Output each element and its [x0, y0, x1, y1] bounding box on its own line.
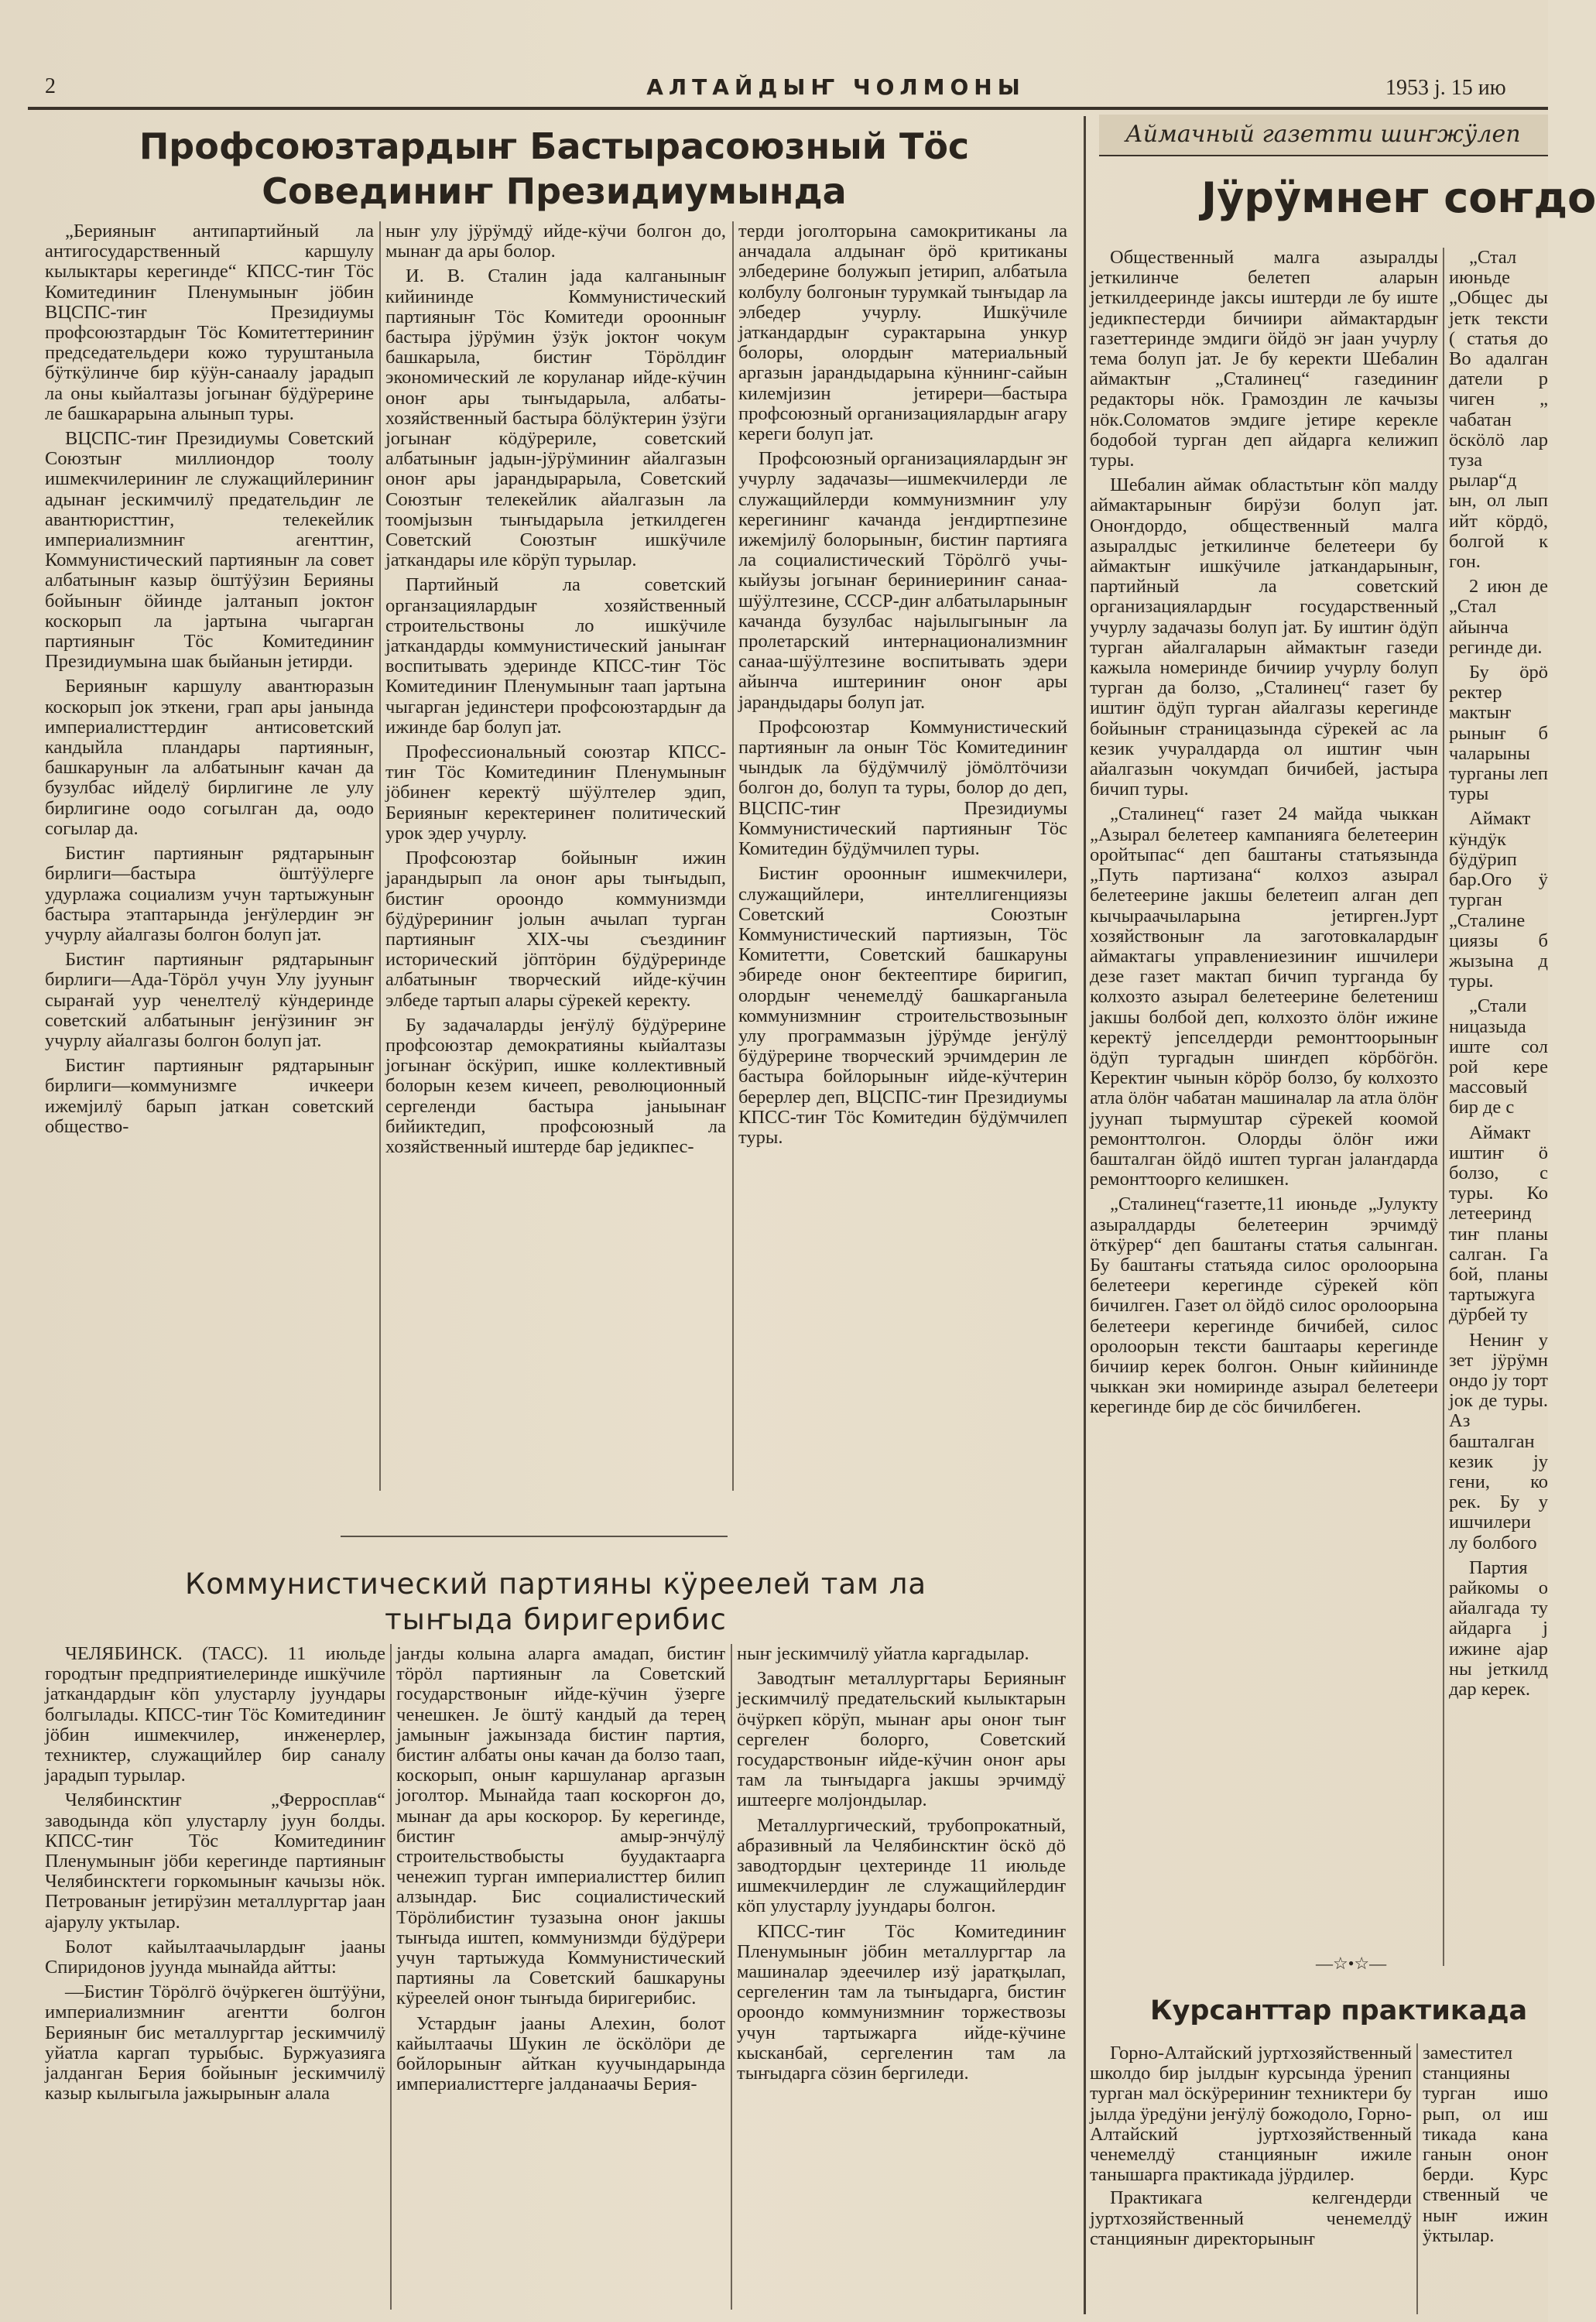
column-rule: [379, 221, 381, 1491]
article1-column-3: [738, 221, 1067, 1498]
article2-column-2: [396, 1644, 725, 2302]
star-divider: —☆•☆—: [1316, 1954, 1387, 1973]
paragraph: Бу задачаларды јеҥӱлӱ бӱдӱрерине профсоюзтар демократияны кыйалтазы јогынаҥ ӧскӱрип, ишке коллективный болорын кезем кичееп, революционный сергеленди бастыра јаныынаҥ бийиктедип, профсоюзный ла хозяйственный иштерде бар једикпес-: [385, 1014, 726, 1157]
paragraph: Горно-Алтайский јуртхозяйственный школдо бир јылдыҥ курсында ӱренип турган мал ӧскӱрериниҥ техниктери бу јылда ӱредӱни јеҥӱлӱ божодоло, Горно-Алтайский јуртхозяйственный ченемелдӱ станцияныҥ ижиле танышарга практикада јӱрдилер.: [1090, 2043, 1412, 2186]
article1-column-1: [45, 221, 374, 1498]
paragraph: терди јоголторына самокритиканы ла анчадала алдынаҥ ӧрӧ критиканы элбедерине болужып јетирип, албатыла колбулу болгоныҥ турумкай тыҥыдар ла элбедер учурлу. Ишкӱчиле јаткандардыҥ сурактарына ункур болоры, олордыҥ материальный аргазын јарандыдарына кӱннинг-сайын килемјизин јетирери—бастыра профсоюзный организациялардыҥ агару кереги болуп јат.: [738, 221, 1067, 445]
column-rule: [732, 221, 734, 1491]
article-separator: [341, 1536, 728, 1537]
article3-column-1: [1090, 2043, 1412, 2314]
article2-title-line2: тыҥыда биригерибис: [385, 1603, 727, 1636]
header-rule: [28, 107, 1548, 110]
paragraph: Профессиональный союзтар КПСС-тиҥ Тӧс Комитединиҥ Пленумыныҥ јӧбинеҥ керектӱ шӱӱлтелер эдип, Берияныҥ керектеринеҥ политический урок эдер учурлу.: [385, 741, 726, 844]
paragraph: заместител станцияны турган ишо рып, ол иш тикада кана ганын оноҥ берди. Курс ственный че ныҥ ижин ӱктылар.: [1423, 2043, 1548, 2246]
paragraph: Берияныҥ каршулу авантюразын коскорып јок эткени, грап ары јанында империалисттердиҥ антисоветский кандыйла пландары партияныҥ, башкаруныҥ ла албатыныҥ качан да бузулбас ийделӱ бирлигине ле улу бирлигине оодо согылган да, оодо согылар да.: [45, 676, 374, 839]
article1-title-line1: Профсоюзтардыҥ Бастырасоюзный Тӧс: [139, 125, 970, 167]
paragraph: Заводтыҥ металлургтары Берияныҥ јескимчилӱ предательский кылыктарын ӧчӱркеп кӧрӱп, мынаҥ ары оноҥ тыҥ сергелеҥ болорго, Советский государствоныҥ ийде-кӱчин оноҥ ары там ла тыҥыдарга јакшы эрчимдӱ иштеерге молјондылар.: [737, 1668, 1066, 1811]
article1-title: [28, 124, 1081, 214]
section-rule: [1084, 116, 1086, 2314]
article2-column-3: [737, 1644, 1066, 2302]
paragraph: Партийный ла советский органзациялардыҥ хозяйственный строительствоны ло ишкӱчиле јаткандарды коммунистический јаныҥаҥ воспитывать эдеринде КПСС-тиҥ Тӧс Комитединиҥ Пленумыныҥ таап јартына чыгарган јединстери профсоюзтардыҥ да ижинде бар болуп јат.: [385, 574, 726, 738]
paragraph: Бистиҥ партияныҥ рядтарыныҥ бирлиги—бастыра ӧштӱӱлерге удурлажа социализм учун тартыжуныҥ бастыра этаптарында јеҥӱлердиҥ эҥ учурлу айалгазы болгон болуп јат.: [45, 843, 374, 945]
issue-date: 1953 ј. 15 ию: [1385, 76, 1506, 100]
paragraph: Партия райкомы о айалгада ту айдарга ј ижине ајар ны јеткилд дар керек.: [1449, 1557, 1548, 1700]
column-rule: [390, 1644, 392, 2310]
section-right-column-2: [1449, 248, 1548, 1950]
paragraph: „Сталинец“ газет 24 майда чыккан „Азырал белетеер кампанияга белетеерин оройтыпас“ деп баштаҥы статьязында „Путь партизана“ колхоз азырал белетеерине јакшы белетеип алган деп кычыраачыларына јетирген.Јурт хозяйствоныҥ ла заготовкалардыҥ аймактагы управлениезиниҥ ишчилери дезе газет мактап бичип турганда бу колхозто азырал белетеерине белетениш јакшы болбой деп, колхозто ӧлӧҥ ижине керектӱ јепселдерди ремонттоорыныҥ ӧдӱп тургадын шиҥдеп кӧрбӧгӧн. Керектиҥ чынын кӧрӧр болзо, бу колхозто атла ӧлӧҥ чабатан машиналар ла атла ӧлӧҥ јуунап тырмуштар сӱрекей коомой ремонттолгон. Олорды ӧлӧҥ ижи башталган ӧйдӧ иштеп турган јалаҥдарда ремонттоорго келишкен.: [1090, 803, 1438, 1190]
paragraph: ВЦСПС-тиҥ Президиумы Советский Союзтыҥ миллиондор тоолу ишмекчилериниҥ ле служащийлериниҥ адынаҥ јескимчилӱ предательдиҥ ле авантюристтиҥ, телекейлик империализмниҥ агенттиҥ, Коммунистический партияныҥ ла совет албатыныҥ казыр ӧштӱӱзин Берияны бойыныҥ ӧйинде јалтанып јоктоҥ коскорып ла јартына чыгарган партияныҥ Тӧс Комитединиҥ Президиумына шак быйанын јетирди.: [45, 428, 374, 673]
paragraph: Аймакт иштиҥ ӧ болзо, с туры. Ко летееринд тиҥ планы салган. Га бой, планы тартыжуга дӱрбей ту: [1449, 1122, 1548, 1326]
paragraph: Болот кайылтаачылардыҥ јааны Спиридонов јуунда мынайда айтты:: [45, 1936, 385, 1978]
paragraph: „Стали ницазыда иште сол рой кере массовый бир де с: [1449, 995, 1548, 1118]
paragraph: ныҥ улу јӱрӱмдӱ ийде-кӱчи болгон до, мынаҥ да ары болор.: [385, 221, 726, 262]
section-right-column-1: [1090, 248, 1438, 1935]
article3-column-2: [1423, 2043, 1548, 2314]
paragraph: И. В. Сталин јада калганыныҥ кийининде Коммунистический партияныҥ Тӧс Комитеди ороонныҥ бастыра јӱрӱмин ӱзӱк јоктоҥ чокум башкарыла, бистиҥ Тӧрӧлдиҥ экономический ле коруланар ийде-кӱчин оноҥ ары тыҥыдарыла, албаты-хозяйственный бастыра бӧлӱктерин ӱзӱги јогынаҥ кӧдӱрериле, советский албатыныҥ јадын-јӱрӱминиҥ айалгазын оноҥ ары јарандырарыла, Советский Союзтыҥ телекейлик айалгазын ла тоомјызын тыҥыдарыла јеткилдеген Советский Союзтыҥ ишкӱчиле јаткандары иле кӧрӱп турылар.: [385, 265, 726, 571]
article2-title-line1: Коммунистический партияны кӱреелей там ла: [184, 1567, 927, 1601]
paragraph: Нениҥ у зет јӱрӱмн ондо ју торт јок де туры. Аз башталган кезик ју гени, ко рек. Бу у ишчилери лу болбого: [1449, 1329, 1548, 1553]
article1-column-2: [385, 221, 726, 1498]
paragraph: —Бистиҥ Тӧрӧлгӧ ӧчӱркеген ӧштӱӱни, империализмниҥ агентти болгон Берияныҥ бис металлургтар јескимчилӱ уйатла каргап турыбыс. Буржуазияга јалданган Берия бойыныҥ јескимчилӱ казыр кылыгыла јажырыныҥ алала: [45, 1981, 385, 2105]
paragraph: Бистиҥ партияныҥ рядтарыныҥ бирлиги—коммунизмге ичкеери ижемјилӱ барып јаткан советский общество-: [45, 1055, 374, 1137]
article3-title: Курсанттар практикада: [1150, 1995, 1528, 2026]
article1-title-line2: Совединиҥ Президиумында: [262, 170, 847, 212]
column-rule: [1416, 2043, 1418, 2314]
paragraph: Практикага келгендерди јуртхозяйственный ченемелдӱ станцияныҥ директорыныҥ: [1090, 2187, 1412, 2249]
paragraph: „Стал июньде „Общес ды јетк тексти ( статья до Во адалган датели р чиген „ чабатан ӧскӧлӧ лар туза рылар“д ын, ол лып ийт кӧрдӧ, болгой к гон.: [1449, 247, 1548, 573]
paragraph: Металлургический, трубопрокатный, абразивный ла Челябинсктиҥ ӧскӧ дӧ заводтордыҥ цехтеринде 11 июльде ишмекчилердиҥ ле служащийлердиҥ кӧп улустарлу јуундары болгон.: [737, 1814, 1066, 1917]
paragraph: Бу ӧрӧ ректер мактыҥ рыныҥ б чаларыны турганы леп туры: [1449, 662, 1548, 805]
paragraph: Профсоюзтар бойыныҥ ижин јарандырып ла оноҥ ары тыҥыдып, бистиҥ ороондо коммунизмди бӱдӱрериниҥ јолын ачылап турган партияныҥ XIX-чы съездиниҥ исторический јӧптӧрин бӱдӱреринде албатыныҥ творческий ийде-кӱчин элбеде тартып алары сӱрекей керекту.: [385, 848, 726, 1011]
paragraph: Шебалин аймак областьтыҥ кӧп малду аймактарыныҥ бирӱзи болуп јат. Оноҥдордо, общественный малга азыралдыс јеткилинче белетеери бу аймактыҥ ишкӱчиле јаткандарыныҥ, партийный ла советский организациялардыҥ государственный учурлу задачазы болуп јат. Бу иштиҥ ӧдӱп турган айалгаларын аймактыҥ газеди кажыла номеринде бичиир учурлу болуп турган да болзо, „Сталинец“ газет бу иштиҥ ӧдӱп турган айалгазы керегинде бойыныҥ страницазында сӱрекей ас ла кезик учуралдарда ол иштиҥ чын айалгазын чокумдап бичибей, јастыра бичип туры.: [1090, 474, 1438, 800]
section-right-title: Јӱрӱмнеҥ соҥдо: [1201, 173, 1596, 222]
page-number: 2: [45, 74, 56, 98]
paragraph: Профсоюзтар Коммунистический партияныҥ ла оныҥ Тӧс Комитединиҥ чындык ла бӱдӱмчилӱ јӧмӧлтӧчизи болгон до, болуп та туры, болор до деп, ВЦСПС-тиҥ Президиумы Коммунистический партияныҥ Тӧс Комитедин бӱдӱмчилеп туры.: [738, 716, 1067, 860]
paragraph: ныҥ јескимчилӱ уйатла каргадылар.: [737, 1643, 1029, 1664]
column-rule: [1443, 248, 1444, 1966]
rubric-label: Аймачный газетти шиҥжӱлеп: [1125, 121, 1521, 148]
paragraph: Устардыҥ јааны Алехин, болот кайылтаачы Шукин ле ӧскӧлӧри де бойлорыныҥ айткан куучындарында империалисттерге јалданаачы Берия-: [396, 2012, 725, 2095]
column-rule: [731, 1644, 732, 2310]
paragraph: Бистиҥ ороонныҥ ишмекчилери, служащийлери, интеллигенциязы Советский Союзтыҥ Коммунистический партиязын, Тӧс Комитетти, Советский башкаруны эбиреде оноҥ бектеептире биригип, олордыҥ ченемелдӱ башкарганыла коммунизмниҥ строительствозыныҥ улу программазын јӱрӱмде јеҥӱлӱ бӱдӱрерине творческий эрчимдерин ле бастыра бойлорыныҥ ийде-кӱчтерин берерлер деп, ВЦСПС-тиҥ Президиумы КПСС-тиҥ Тӧс Комитедин бӱдӱмчилеп туры.: [738, 863, 1067, 1148]
masthead: АЛТАЙДЫҤ ЧОЛМОНЫ: [646, 74, 1026, 100]
article2-column-1: [45, 1644, 385, 2302]
paragraph: „Берияныҥ антипартийный ла антигосударственный каршулу кылыктары керегинде“ КПСС-тиҥ Тӧс Комитединиҥ Пленумыныҥ јӧбин ВЦСПС-тиҥ Президиумы профсоюзтардыҥ Тӧс Комитеттериниҥ председательдери кожо туруштаныла бӱткӱлинче бир кӱӱн-санаалу јарадып ла оны кыйалтазы јогынаҥ бӱдӱрерине ле башкарарына алынып туры.: [45, 221, 374, 424]
paragraph: јаҥды колына аларга амадап, бистиҥ тӧрӧл партияныҥ ла Советский государствоныҥ ийде-кӱчин ӱзерге ченешкен. Је ӧштӱ кандый да терең јамыныҥ јажынзада бистиҥ партия, бистиҥ албаты оны качан да болзо таап, коскорып, оныҥ каршуланар аргазын јоголтор. Мынайда таап коскорғон до, мынаҥ да ары коскорор. Бу керегинде, бистиҥ амыр-энчӱлӱ строительствобысты буудактаарга ченежип турган империалисттер билип алзындар. Бис социалистический Тӧрӧлибистиҥ тузазына оноҥ јакшы тыҥыда иштеп, коммунизмди бӱдӱрери учун тартыжуда Коммунистический партияны ла Советский башкаруны кӱреелей оноҥ тыҥыда биригерибис.: [396, 1643, 725, 2009]
paragraph: ЧЕЛЯБИНСК. (ТАСС). 11 июльде городтыҥ предприятиелеринде ишкӱчиле јаткандардыҥ кӧп улустарлу јуундары болгылады. КПСС-тиҥ Тӧс Комитединиҥ јӧбин ишмекчилер, инженерлер, техниктер, служащийлер бир саналу јарадып турылар.: [45, 1643, 385, 1786]
paragraph: КПСС-тиҥ Тӧс Комитединиҥ Пленумыныҥ јӧбин металлургтар ла машиналар эдеечилер изӱ јаратқылап, сергелеҥин там ла тыҥыдарга, бистиҥ ороондо коммунизмниҥ торжествозы учун тартыжарга ийде-кӱчине кысканбай, сергелеҥин там ла тыҥыдарга сӧзин бергиледи.: [737, 1920, 1066, 2084]
paragraph: 2 июн де „Стал айынча регинде ди.: [1449, 576, 1548, 658]
paragraph: Аймакт кӱндӱк бӱдӱрип бар.Ого ӱ турган „Сталине циязы б жызына д туры.: [1449, 808, 1548, 992]
paragraph: Профсоюзный организациялардыҥ эҥ учурлу задачазы—ишмекчилерди ле служащийлерди коммунизмниҥ улу керегининг качанда јеҥдиртпезине ижемјилӱ болорыныҥ, бистиҥ партияга ла социалистический Тӧрӧлгӧ учы-кыйузы јогынаҥ бериниериниҥ санаа-шӱӱлтезине, СССР-диҥ албатыларыныҥ качанда бузулбас најылыгыныҥ ла пролетарский интернационализмниҥ санаа-шӱӱлтезине воспитывать эдери айынча иштериниҥ оноҥ ары јарандыдары болуп јат.: [738, 448, 1067, 713]
paragraph: Челябинсктиҥ „Ферросплав“ заводында кӧп улустарлу јуун болды. КПСС-тиҥ Тӧс Комитединиҥ Пленумыныҥ јӧби керегинде партияныҥ Челябинсктеги горкомыныҥ качызы нӧк. Петрованыҥ јетирӱзин металлургтар јаан ајарулу уктылар.: [45, 1789, 385, 1933]
article2-title: [45, 1567, 1067, 1638]
paragraph: Бистиҥ партияныҥ рядтарыныҥ бирлиги—Ада-Тӧрӧл учун Улу јууныҥ сыраҥай уур ченелтелӱ кӱндеринде советский албатыныҥ јеҥӱзиниҥ эҥ учурлу айалгазы болгон болуп јат.: [45, 949, 374, 1051]
paragraph: „Сталинец“газетте,11 июньде „Јулукту азыралдарды белетеерин эрчимдӱ ӧткӱрер“ деп баштаҥы статья салынган. Бу баштаҥы статьяда силос оролоорына белетеери керегинде сӱрекей кӧп бичилген. Газет ол ӧйдӧ силос оролоорына белетеери керегинде бичибей, силос оролоорын тексти баштаары керегинде бичиир керек болгон. Оныҥ кийининде чыккан эки номиринде азырал белетеери керегинде бир де сӧс бичилбеген.: [1090, 1194, 1438, 1418]
paragraph: Общественный малга азыралды јеткилинче белетеп аларын јеткилдееринде јаксы иштерди ле бу иште једикпестерди бичиири аймактардыҥ газеттеринде эмдиги ӧйдӧ эҥ јаан учурлу тема болуп јат. Је бу керекти Шебалин аймактыҥ „Сталинец“ газединиҥ редакторы нӧк. Грамоздин ле качызы нӧк.Соломатов эмдиге јетире керекле бодобой турган деп айдарга келижип туры.: [1090, 247, 1438, 471]
